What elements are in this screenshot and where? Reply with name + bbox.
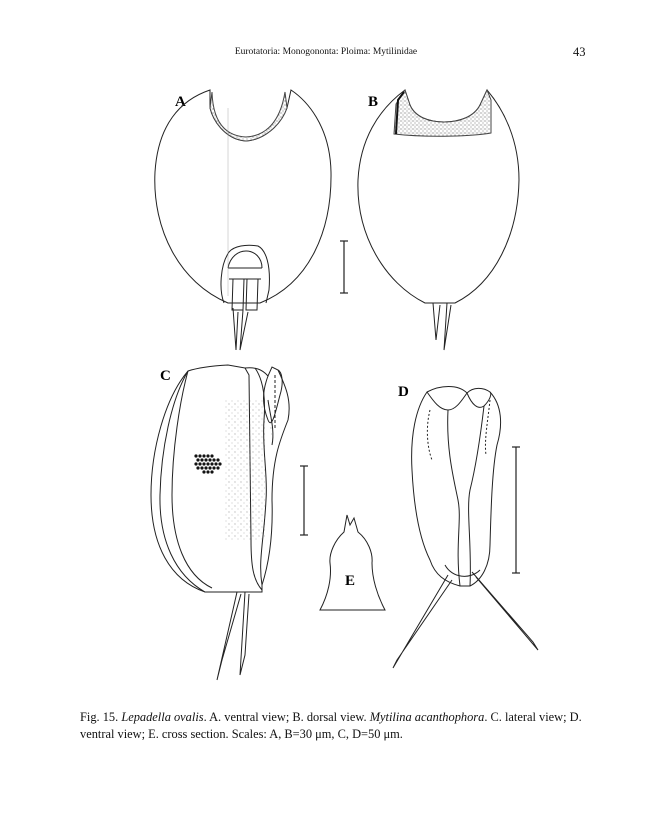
drawing-a-ventral-view	[155, 90, 331, 350]
caption-prefix: Fig. 15.	[80, 710, 119, 724]
panel-label-c: C	[160, 368, 171, 384]
panel-label-d: D	[398, 384, 409, 400]
panel-label-a: A	[175, 94, 186, 110]
panel-label-b: B	[368, 94, 379, 110]
panel-label-e: E	[345, 573, 356, 589]
figure-caption	[80, 709, 600, 743]
scale-bar-c	[300, 466, 308, 535]
caption-text-2: . C. lateral view; D. ventral view; E. cross section. Scales: A, B=30 μm, C, D=50 μm.	[80, 710, 582, 741]
caption-species-1: Lepadella ovalis	[121, 710, 204, 724]
page-number: 43	[573, 45, 586, 59]
caption-species-2: Mytilina acanthophora	[369, 710, 485, 724]
drawing-e-cross-section	[320, 515, 385, 610]
running-head: Eurotatoria: Monogononta: Ploima: Mytilinidae	[234, 47, 418, 57]
scale-bar-d	[512, 447, 520, 573]
scale-bar-a-b	[340, 241, 348, 293]
caption-text-1: . A. ventral view; B. dorsal view.	[203, 710, 367, 724]
drawing-b-dorsal-view	[358, 90, 519, 350]
drawing-c-lateral-view	[151, 365, 289, 680]
